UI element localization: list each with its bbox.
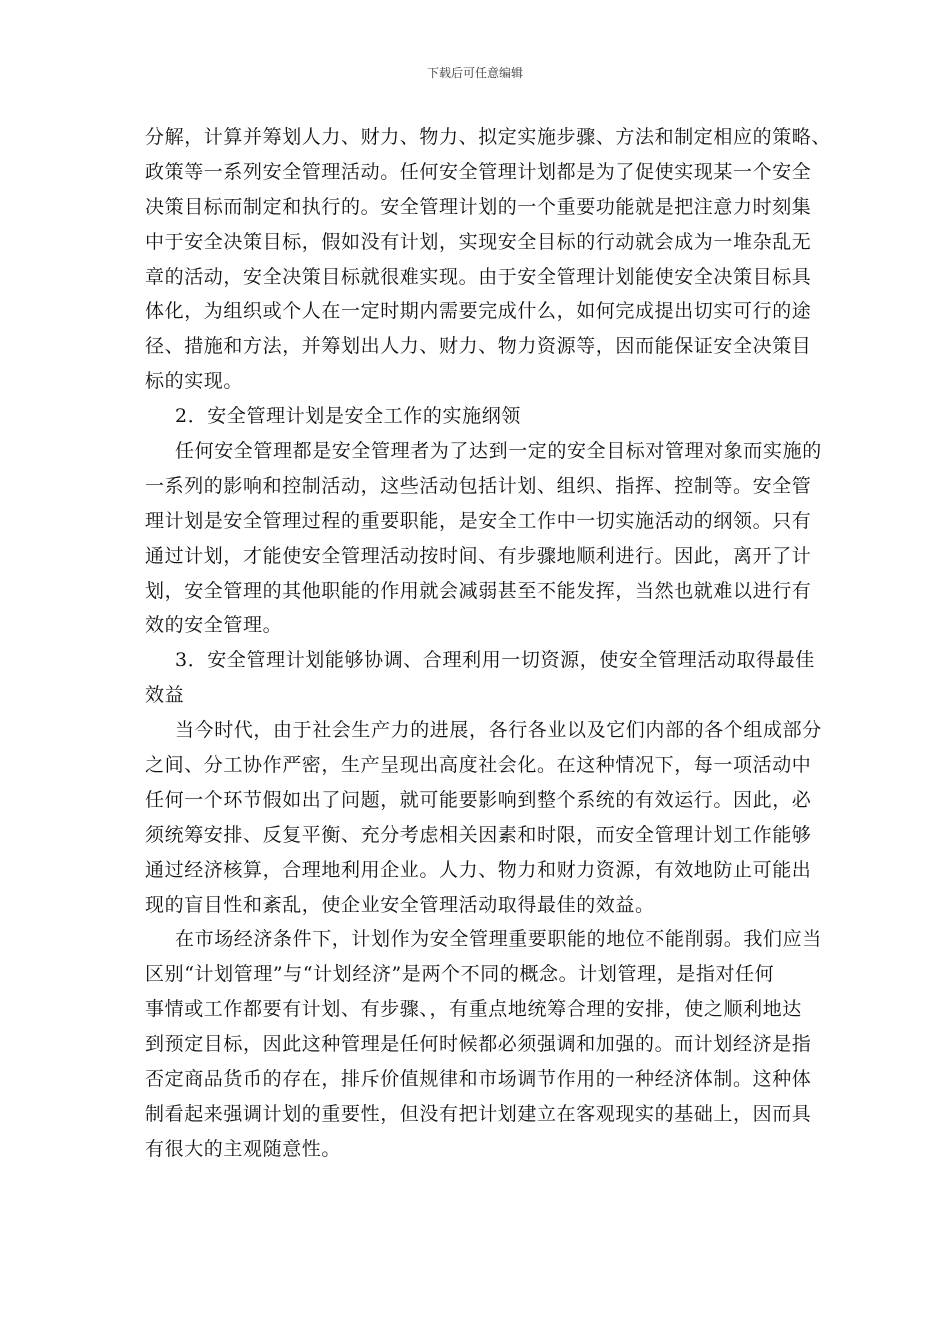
page-header: 下载后可任意编辑: [426, 66, 523, 80]
text-line: 体化，为组织或个人在一定时期内需要完成什么，如何完成提出切实可行的途: [145, 300, 812, 323]
text-line: 章的活动，安全决策目标就很难实现。由于安全管理计划能使安全决策目标具: [145, 265, 812, 288]
text-line: 制看起来强调计划的重要性，但没有把计划建立在客观现实的基础上，因而具: [145, 1102, 812, 1125]
text-line: 中于安全决策目标，假如没有计划，实现安全目标的行动就会成为一堆杂乱无: [145, 230, 812, 253]
document-body: [145, 120, 832, 1167]
text-line: 现的盲目性和紊乱，使企业安全管理活动取得最佳的效益。: [145, 893, 655, 916]
section-heading: 3．安全管理计划能够协调、合理利用一切资源，使安全管理活动取得最佳: [175, 649, 815, 672]
text-line: 区别“计划管理”与“计划经济”是两个不同的概念。计划管理，是指对任何: [145, 963, 775, 986]
text-line: 有很大的主观随意性。: [145, 1137, 342, 1160]
text-line: 政策等一系列安全管理活动。任何安全管理计划都是为了促使实现某一个安全: [145, 160, 812, 183]
text-line: 分解，计算并筹划人力、财力、物力、拟定实施步骤、方法和制定相应的策略、: [145, 126, 832, 148]
text-line: 当今时代，由于社会生产力的进展，各行各业以及它们内部的各个组成部分: [175, 719, 822, 742]
text-line: 须统筹安排、反复平衡、充分考虑相关因素和时限，而安全管理计划工作能够: [145, 823, 812, 846]
section-heading: 2．安全管理计划是安全工作的实施纲领: [175, 405, 521, 428]
text-line: 之间、分工协作严密，生产呈现出高度社会化。在这种情况下，每一项活动中: [145, 754, 812, 777]
text-line: 一系列的影响和控制活动，这些活动包括计划、组织、指挥、控制等。安全管: [145, 474, 812, 497]
text-line: 通过计划，才能使安全管理活动按时间、有步骤地顺利进行。因此，离开了计: [145, 544, 812, 567]
section-heading-continued: 效益: [145, 684, 185, 707]
text-line: 效的安全管理。: [145, 614, 283, 637]
text-line: 否定商品货币的存在，排斥价值规律和市场调节作用的一种经济体制。这种体: [145, 1068, 812, 1091]
text-line: 任何安全管理都是安全管理者为了达到一定的安全目标对管理对象而实施的: [175, 440, 822, 463]
text-line: 在市场经济条件下，计划作为安全管理重要职能的地位不能削弱。我们应当: [175, 928, 822, 951]
text-line: 划，安全管理的其他职能的作用就会减弱甚至不能发挥，当然也就难以进行有: [145, 579, 812, 602]
text-line: 标的实现。: [145, 370, 244, 393]
text-line: 理计划是安全管理过程的重要职能，是安全工作中一切实施活动的纲领。只有: [145, 509, 812, 532]
text-line: 到预定目标，因此这种管理是任何时候都必须强调和加强的。而计划经济是指: [145, 1033, 812, 1056]
text-line: 径、措施和方法，并筹划出人力、财力、物力资源等，因而能保证安全决策目: [145, 335, 812, 358]
text-line: 通过经济核算，合理地利用企业。人力、物力和财力资源，有效地防止可能出: [145, 858, 812, 881]
text-line: 任何一个环节假如出了问题，就可能要影响到整个系统的有效运行。因此，必: [145, 788, 812, 811]
text-line: 事情或工作都要有计划、有步骤、，有重点地统筹合理的安排，使之顺利地达: [145, 998, 802, 1021]
text-line: 决策目标而制定和执行的。安全管理计划的一个重要功能就是把注意力时刻集: [145, 195, 812, 218]
